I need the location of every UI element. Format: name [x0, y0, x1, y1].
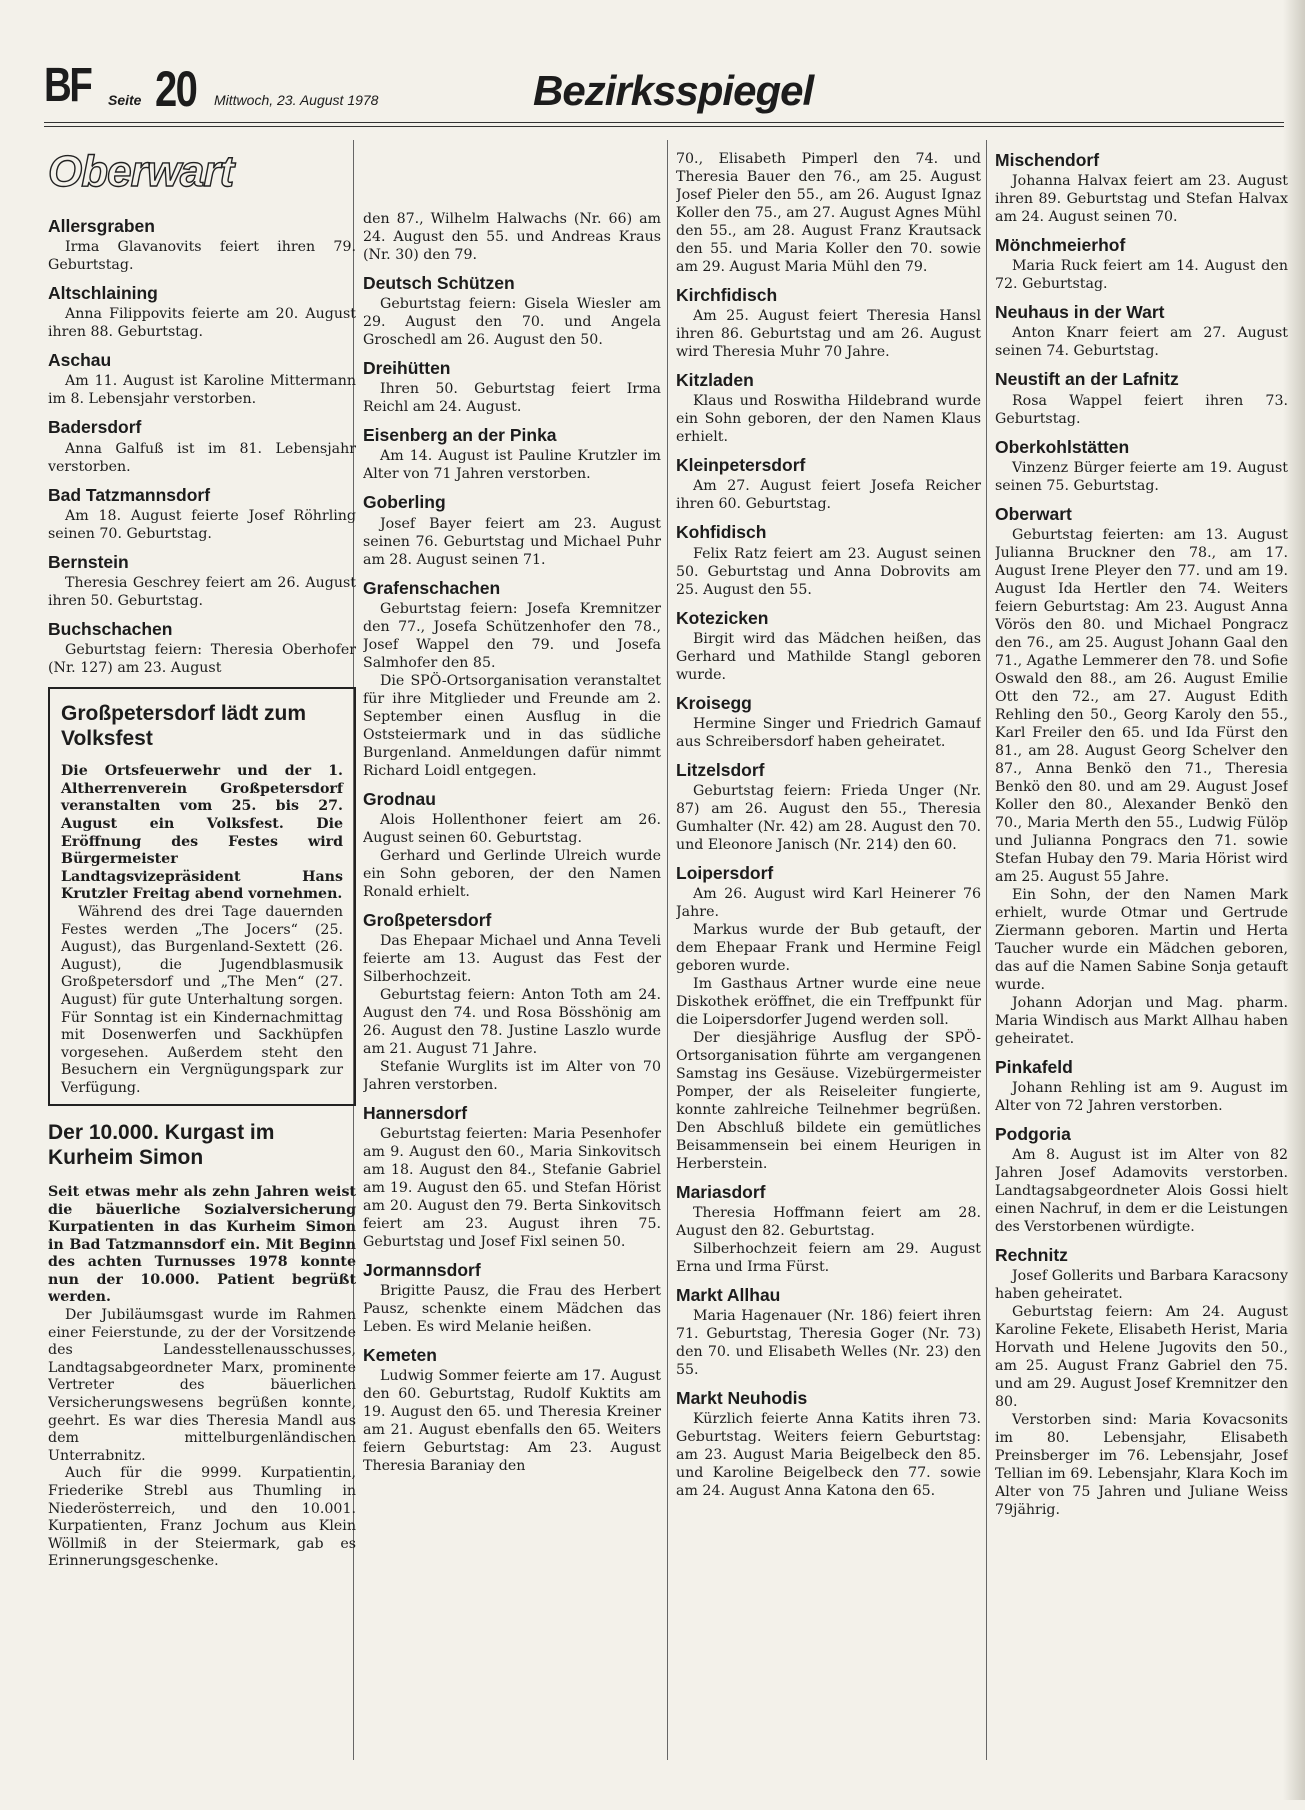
header-rule-secondary	[44, 126, 1284, 127]
news-paragraph: Johann Adorjan und Mag. pharm. Maria Windisch aus Markt Allhau haben geheiratet.	[995, 994, 1288, 1047]
local-news-item	[676, 608, 981, 684]
news-paragraph: Am 27. August feiert Josefa Reicher ihren 60. Geburtstag.	[676, 478, 981, 513]
news-paragraph: Geburtstag feiern: Am 24. August Karoline Fekete, Elisabeth Herist, Maria Horvath und Helene Jugovits den 50., am 25. August Franz Gabriel den 75. und am 29. August Josef Kremnitzer den 80.	[995, 1304, 1288, 1411]
local-news-item	[676, 455, 981, 513]
feature-lead: Seit etwas mehr als zehn Jahren weist die bäuerliche Sozialversicherung Kurpatienten in das Kurheim Simon in Bad Tatzmannsdorf ein. Mit Beginn des achten Turnusses 1978 konnte nun der 10.000. Patient begrüßt werden.	[48, 1183, 356, 1306]
page-label: Seite	[108, 92, 142, 108]
local-news-item	[995, 302, 1288, 360]
news-paragraph: Der diesjährige Ausflug der SPÖ-Ortsorganisation führte am vergangenen Samstag ins Gesäuse. Vizebürgermeister Pomper, der als Reiseleiter fungierte, konnte zahlreiche Teilnehmer begrüßen. Den Abschluß bildete ein gemütliches Beisammensein bei einem Heurigen in Herberstein.	[676, 1030, 981, 1172]
local-news-item	[995, 1057, 1288, 1115]
region-title: Oberwart	[48, 150, 234, 196]
place-heading: Markt Allhau	[676, 1285, 781, 1306]
place-heading: Aschau	[48, 350, 112, 371]
place-heading: Oberkohlstätten	[995, 436, 1130, 457]
place-heading: Hannersdorf	[363, 1102, 468, 1123]
place-heading: Grodnau	[363, 788, 436, 809]
place-heading: Oberwart	[995, 503, 1072, 524]
local-news-item	[48, 350, 356, 408]
place-heading: Großpetersdorf	[363, 909, 492, 930]
feature-paragraph: Der Jubiläumsgast wurde im Rahmen einer Feierstunde, zu der der Vorsitzende des Landesstellenausschusses, Landtagsabgeordneter Marx, prominente Vertreter des bäuerlichen Versicherungswesens begrüßen konnte, geehrt. Es war dies Theresia Mandl aus dem mittelburgenländischen Unterrabnitz.	[48, 1307, 356, 1464]
news-paragraph: Markus wurde der Bub getauft, der dem Ehepaar Frank und Hermine Feigl geboren wurde.	[676, 922, 981, 974]
column-divider	[667, 140, 668, 1760]
news-paragraph: Am 8. August ist im Alter von 82 Jahren Josef Adamovits verstorben. Landtagsabgeordneter Alois Gossi hielt einen Nachruf, in dem er die Leistungen des Verstorbenen würdigte.	[995, 1147, 1288, 1235]
local-news-item	[995, 437, 1288, 495]
place-heading: Mischendorf	[995, 150, 1100, 170]
feature-paragraph: Auch für die 9999. Kurpatientin, Friederike Strebl aus Thumling in Niederösterreich, und den 10.001. Kurpatienten, Franz Jochum aus Klein Wöllmiß in der Steiermark, gab es Erinnerungsgeschenke.	[48, 1465, 356, 1570]
news-paragraph: Im Gasthaus Artner wurde eine neue Diskothek eröffnet, die ein Treffpunkt für die Loipersdorfer Jugend werden soll.	[676, 976, 981, 1028]
news-paragraph: Vinzenz Bürger feierte am 19. August seinen 75. Geburtstag.	[995, 459, 1288, 494]
feature-article	[48, 1120, 356, 1571]
place-heading: Buchschachen	[48, 618, 173, 639]
news-paragraph: Ludwig Sommer feierte am 17. August den 60. Geburtstag, Rudolf Kuktits am 19. August den 65. und Theresia Kreiner am 21. August ebenfalls den 65. Weiters feiern Geburtstag: Am 23. August Theresia Baraniay den	[363, 1368, 661, 1475]
festival-box	[48, 687, 356, 1106]
page-number: 20	[155, 61, 197, 117]
news-paragraph: Das Ehepaar Michael und Anna Teveli feierte am 13. August das Fest der Silberhochzeit.	[363, 932, 661, 985]
news-paragraph: Irma Glavanovits feiert ihren 79. Geburtstag.	[48, 239, 356, 274]
header-rule	[44, 122, 1284, 123]
news-paragraph: Geburtstag feierten: Maria Pesenhofer am 9. August den 60., Maria Sinkovitsch am 18. August den 84., Stefanie Gabriel am 19. August den 65. und Stefan Hörist am 20. August den 79. Berta Sinkovitsch feiert am 23. August ihren 75. Geburtstag und Josef Fixl seinen 50.	[363, 1126, 661, 1250]
local-news-item	[676, 760, 981, 854]
local-news-item	[995, 235, 1288, 293]
continued-article	[676, 150, 981, 276]
local-news-item	[363, 578, 661, 780]
news-paragraph: Felix Ratz feiert am 23. August seinen 50. Geburtstag und Anna Dobrovits am 25. August den 55.	[676, 545, 981, 598]
local-news-item	[676, 1182, 981, 1276]
section-title: Bezirksspiegel	[533, 67, 814, 114]
local-news-item	[676, 693, 981, 751]
news-paragraph: Maria Hagenauer (Nr. 186) feiert ihren 71. Geburtstag, Theresia Goger (Nr. 73) den 70. und Elisabeth Welles (Nr. 23) den 55.	[676, 1308, 981, 1379]
news-paragraph: Ein Sohn, der den Namen Mark erhielt, wurde Otmar und Gertrude Ziermann geboren. Martin und Herta Taucher wurde ein Mädchen geboren, das auf die Namen Sabine Sonja getauft wurde.	[995, 886, 1288, 993]
local-news-item	[48, 485, 356, 543]
news-paragraph: Klaus und Roswitha Hildebrand wurde ein Sohn geboren, der den Namen Klaus erhielt.	[676, 393, 981, 446]
continued-text: den 87., Wilhelm Halwachs (Nr. 66) am 24. August den 55. und Andreas Kraus (Nr. 30) den 79.	[363, 211, 661, 263]
local-news-item	[995, 1245, 1288, 1519]
place-heading: Kroisegg	[676, 692, 752, 713]
local-news-item	[676, 522, 981, 598]
place-heading: Bad Tatzmannsdorf	[48, 484, 211, 505]
news-paragraph: Josef Bayer feiert am 23. August seinen 76. Geburtstag und Michael Puhr am 28. August seinen 71.	[363, 515, 661, 568]
news-paragraph: Alois Hollenthoner feiert am 26. August seinen 60. Geburtstag.	[363, 811, 661, 846]
newspaper-logo: BF	[44, 59, 91, 112]
place-heading: Goberling	[363, 492, 446, 513]
place-heading: Rechnitz	[995, 1245, 1068, 1265]
place-heading: Mönchmeierhof	[995, 235, 1126, 256]
box-body: Während des drei Tage dauernden Festes werden „The Jocers“ (25. August), das Burgenland-Sextett (26. August), die Jugendblasmusik Großpetersdorf und „The Men“ (27. August) für gute Unterhaltung sorgen. Für Sonntag ist ein Kindernachmittag mit Dosenwerfen und Sackhüpfen vorgesehen. Außerdem steht den Besuchern ein Vergnügungspark zur Verfügung.	[61, 904, 343, 1096]
news-paragraph: Josef Gollerits und Barbara Karacsony haben geheiratet.	[995, 1268, 1288, 1303]
place-heading: Kotezicken	[676, 607, 769, 628]
news-paragraph: Theresia Hoffmann feiert am 28. August den 82. Geburtstag.	[676, 1205, 981, 1240]
news-paragraph: Verstorben sind: Maria Kovacsonits im 80. Lebensjahr, Elisabeth Preinsberger im 76. Lebensjahr, Josef Tellian im 69. Lebensjahr, Klara Koch im Alter von 75 Jahren und Juliane Weiss 79jährig.	[995, 1412, 1288, 1519]
place-heading: Kohfidisch	[676, 522, 767, 543]
news-paragraph: Rosa Wappel feiert ihren 73. Geburtstag.	[995, 392, 1288, 427]
local-news-item	[995, 1124, 1288, 1236]
continued-article	[363, 210, 661, 264]
box-lead: Die Ortsfeuerwehr und der 1. Altherrenverein Großpetersdorf veranstalten vom 25. bis 27. August ein Volksfest. Die Eröffnung des Festes wird Bürgermeister Landtagsvizepräsident Hans Krutzler Freitag abend vornehmen.	[61, 763, 343, 903]
column-4	[995, 150, 1288, 1750]
local-news-item	[48, 619, 356, 677]
local-news-item	[48, 283, 356, 341]
place-heading: Podgoria	[995, 1123, 1071, 1144]
news-paragraph: Ihren 50. Geburtstag feiert Irma Reichl am 24. August.	[363, 381, 661, 416]
local-news-item	[363, 1260, 661, 1336]
local-news-item	[363, 358, 661, 416]
local-news-item	[363, 1345, 661, 1475]
column-1	[48, 150, 356, 1750]
news-paragraph: Birgit wird das Mädchen heißen, das Gerhard und Mathilde Stangl geboren wurde.	[676, 630, 981, 683]
place-heading: Kemeten	[363, 1345, 437, 1366]
news-paragraph: Geburtstag feiern: Theresia Oberhofer (Nr. 127) am 23. August	[48, 641, 356, 676]
local-news-item	[48, 552, 356, 610]
page-header	[0, 0, 1305, 125]
local-news-item	[676, 1285, 981, 1379]
place-heading: Eisenberg an der Pinka	[363, 425, 557, 446]
place-heading: Loipersdorf	[676, 862, 774, 883]
news-paragraph: Maria Ruck feiert am 14. August den 72. Geburtstag.	[995, 258, 1288, 293]
local-news-item	[995, 504, 1288, 1048]
place-heading: Pinkafeld	[995, 1056, 1073, 1077]
news-paragraph: Die SPÖ-Ortsorganisation veranstaltet für ihre Mitglieder und Freunde am 2. September einen Ausflug in die Oststeiermark und in das südliche Burgenland. Anmeldungen dafür nimmt Richard Loidl entgegen.	[363, 672, 661, 779]
local-news-item	[48, 216, 356, 274]
news-paragraph: Anna Galfuß ist im 81. Lebensjahr verstorben.	[48, 440, 356, 475]
news-paragraph: Am 18. August feierte Josef Röhrling seinen 70. Geburtstag.	[48, 507, 356, 542]
local-news-item	[363, 425, 661, 483]
local-news-item	[995, 150, 1288, 226]
place-heading: Badersdorf	[48, 417, 142, 438]
local-news-item	[363, 789, 661, 901]
news-paragraph: Gerhard und Gerlinde Ulreich wurde ein Sohn geboren, der den Namen Ronald erhielt.	[363, 847, 661, 900]
news-paragraph: Am 26. August wird Karl Heinerer 76 Jahre.	[676, 886, 981, 920]
place-heading: Deutsch Schützen	[363, 273, 515, 293]
article-list	[48, 216, 356, 677]
place-heading: Mariasdorf	[676, 1182, 766, 1202]
local-news-item	[363, 273, 661, 349]
news-paragraph: Geburtstag feiern: Anton Toth am 24. August den 74. und Rosa Bösshönig am 26. August den 78. Justine Laszlo wurde am 21. August 71 Jahre.	[363, 986, 661, 1057]
news-paragraph: Silberhochzeit feiern am 29. August Erna und Irma Fürst.	[676, 1241, 981, 1276]
box-headline: Großpetersdorf lädt zum Volksfest	[61, 701, 307, 751]
news-paragraph: Hermine Singer und Friedrich Gamauf aus Schreibersdorf haben geheiratet.	[676, 715, 981, 750]
place-heading: Neustift an der Lafnitz	[995, 369, 1179, 390]
article-list	[363, 273, 661, 1475]
place-heading: Allersgraben	[48, 216, 155, 236]
place-heading: Jormannsdorf	[363, 1260, 481, 1280]
place-heading: Kitzladen	[676, 370, 754, 391]
news-paragraph: Theresia Geschrey feiert am 26. August ihren 50. Geburtstag.	[48, 574, 356, 609]
column-2	[363, 210, 661, 1810]
news-paragraph: Am 14. August ist Pauline Krutzler im Alter von 71 Jahren verstorben.	[363, 448, 661, 483]
article-list	[995, 150, 1288, 1519]
place-heading: Markt Neuhodis	[676, 1388, 808, 1409]
local-news-item	[676, 285, 981, 361]
news-paragraph: Johann Rehling ist am 9. August im Alter von 72 Jahren verstorben.	[995, 1079, 1288, 1114]
place-heading: Altschlaining	[48, 283, 158, 304]
place-heading: Grafenschachen	[363, 577, 501, 598]
news-paragraph: Am 25. August feiert Theresia Hansl ihren 86. Geburtstag und am 26. August wird Theresia Muhr 70 Jahre.	[676, 308, 981, 361]
news-paragraph: Geburtstag feierten: am 13. August Julianna Bruckner den 78., am 17. August Irene Pleyer den 77. und am 19. August Ida Hertler den 74. Weiters feiern Geburtstag: Am 23. August Anna Vörös den 80. und Michael Pongracz den 76., am 25. August Johann Gaal den 71., Agathe Lemmerer den 78. und Sofie Oswald den 88., am 26. August Emilie Ott den 72., am 27. August Edith Rehling den 50., Georg Karoly den 55., Karl Freiler den 65. und Ida Fürst den 81., am 28. August Georg Schelver den 87., Anna Benkö den 71., Theresia Benkö den 80. und am 29. August Josef Koller den 80., Alexander Benkö den 70., Maria Merth den 55., Ludwig Fülöp und Julianna Pongracs den 71. sowie Stefan Hubay den 79. Maria Hörist wird am 25. August 55 Jahre.	[995, 526, 1288, 885]
continued-text: 70., Elisabeth Pimperl den 74. und Theresia Bauer den 76., am 25. August Josef Pieler den 55., am 26. August Ignaz Koller den 75., am 27. August Agnes Mühl den 55., am 28. August Franz Krautsack den 55. und Maria Koller den 70. sowie am 29. August Maria Mühl den 79.	[676, 151, 981, 275]
column-divider	[986, 140, 987, 1760]
news-paragraph: Geburtstag feiern: Frieda Unger (Nr. 87) am 26. August den 55., Theresia Gumhalter (Nr. 42) am 28. August den 70. und Eleonore Janisch (Nr. 214) den 60.	[676, 782, 981, 853]
local-news-item	[363, 910, 661, 1094]
place-heading: Kirchfidisch	[676, 285, 778, 305]
place-heading: Neuhaus in der Wart	[995, 302, 1165, 323]
local-news-item	[995, 369, 1288, 427]
local-news-item	[363, 492, 661, 568]
news-paragraph: Anna Filippovits feierte am 20. August ihren 88. Geburtstag.	[48, 306, 356, 341]
article-list	[676, 285, 981, 1500]
place-heading: Litzelsdorf	[676, 759, 765, 780]
local-news-item	[676, 863, 981, 1173]
local-news-item	[676, 370, 981, 446]
news-paragraph: Johanna Halvax feiert am 23. August ihren 89. Geburtstag und Stefan Halvax am 24. August seinen 70.	[995, 173, 1288, 226]
column-3	[676, 150, 981, 1750]
news-paragraph: Anton Knarr feiert am 27. August seinen 74. Geburtstag.	[995, 325, 1288, 360]
local-news-item	[363, 1103, 661, 1251]
place-heading: Kleinpetersdorf	[676, 455, 806, 476]
feature-headline: Der 10.000. Kurgast im Kurheim Simon	[48, 1120, 275, 1169]
news-paragraph: Geburtstag feiern: Josefa Kremnitzer den 77., Josefa Schützenhofer den 78., Josef Wappel den 79. und Josefa Salmhofer den 85.	[363, 600, 661, 671]
local-news-item	[676, 1388, 981, 1500]
local-news-item	[48, 417, 356, 475]
news-paragraph: Geburtstag feiern: Gisela Wiesler am 29. August den 70. und Angela Groschedl am 26. August den 50.	[363, 296, 661, 349]
news-paragraph: Am 11. August ist Karoline Mittermann im 8. Lebensjahr verstorben.	[48, 373, 356, 408]
news-paragraph: Kürzlich feierte Anna Katits ihren 73. Geburtstag. Weiters feiern Geburtstag: am 23. August Maria Beigelbeck den 85. und Karoline Beigelbeck den 77. sowie am 24. August Anna Katona den 65.	[676, 1411, 981, 1500]
news-paragraph: Brigitte Pausz, die Frau des Herbert Pausz, schenkte einem Mädchen das Leben. Es wird Melanie heißen.	[363, 1283, 661, 1336]
place-heading: Bernstein	[48, 551, 129, 572]
news-paragraph: Stefanie Wurglits ist im Alter von 70 Jahren verstorben.	[363, 1058, 661, 1093]
issue-date: Mittwoch, 23. August 1978	[214, 92, 379, 108]
place-heading: Dreihütten	[363, 358, 451, 379]
